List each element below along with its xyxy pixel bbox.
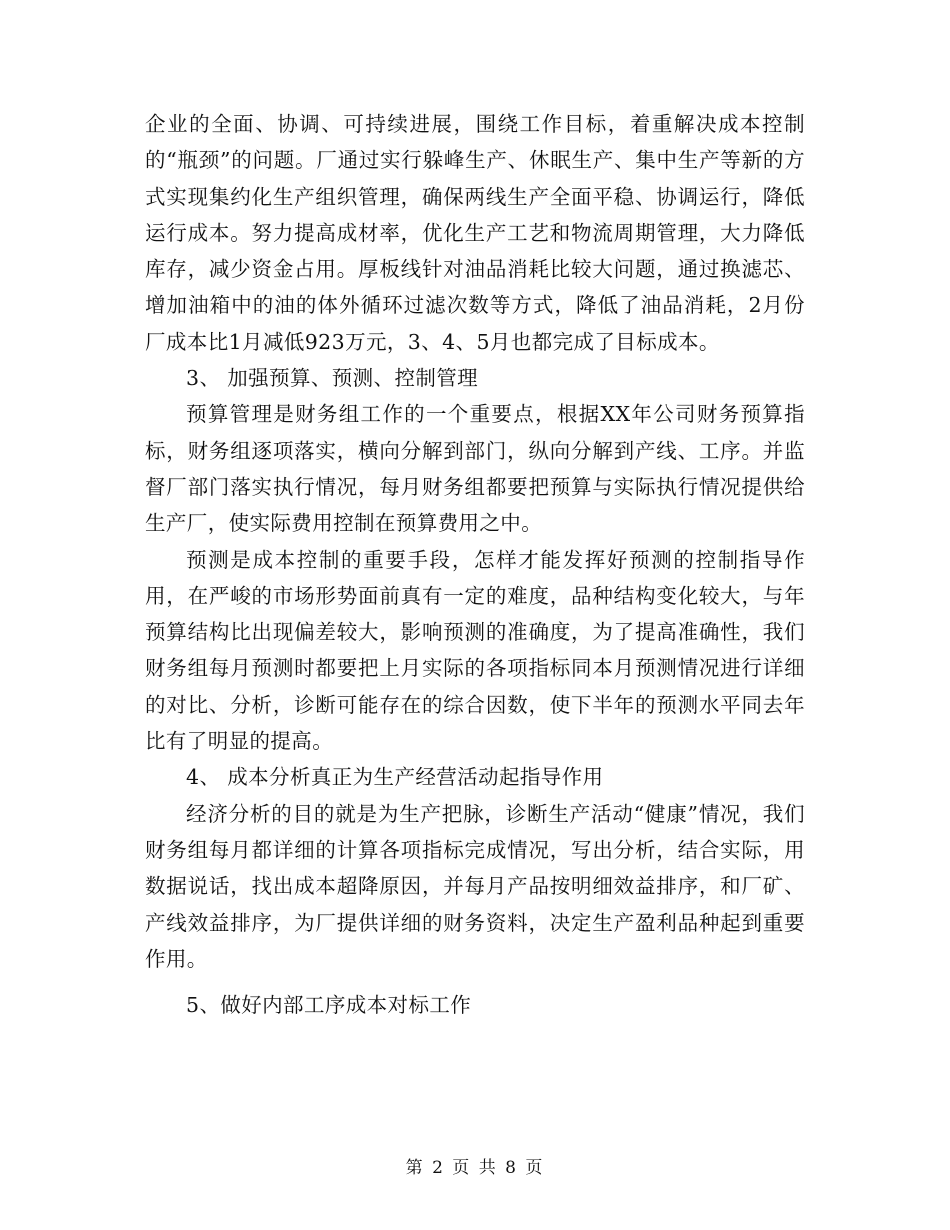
heading-cost-analysis: 4、 成本分析真正为生产经营活动起指导作用 — [186, 765, 604, 790]
paragraph-cost-control: 企业的全面、协调、可持续进展，围绕工作目标，着重解决成本控制的“瓶颈”的问题。厂通过实行躲峰生产、休眠生产、集中生产等新的方式实现集约化生产组织管理，确保两线生产全面平稳、协调运行，降低运行成本。努力提高成材率，优化生产工艺和物流周期管理，大力降低库存，减少资金占用。厚板线针对油品消耗比较大问题，通过换滤芯、增加油箱中的油的体外循环过滤次数等方式，降低了油品消耗，2月份厂成本比1月减低923万元，3、4、5月也都完成了目标成本。 — [145, 112, 805, 354]
paragraph-forecast: 预测是成本控制的重要手段，怎样才能发挥好预测的控制指导作用，在严峻的市场形势面前真有一定的难度，品种结构变化较大，与年预算结构比出现偏差较大，影响预测的准确度，为了提高准确性，我们财务组每月预测时都要把上月实际的各项指标同本月预测情况进行详细的对比、分析，诊断可能存在的综合因数，使下半年的预测水平同去年比有了明显的提高。 — [145, 547, 805, 754]
paragraph-budget-management: 预算管理是财务组工作的一个重要点，根据XX年公司财务预算指标，财务组逐项落实，横向分解到部门，纵向分解到产线、工序。并监督厂部门落实执行情况，每月财务组都要把预算与实际执行情况提供给生产厂，使实际费用控制在预算费用之中。 — [145, 402, 805, 536]
paragraph-economic-analysis: 经济分析的目的就是为生产把脉，诊断生产活动“健康”情况，我们财务组每月都详细的计算各项指标完成情况，写出分析，结合实际，用数据说话，找出成本超降原因，并每月产品按明细效益排序，和厂矿、产线效益排序，为厂提供详细的财务资料，决定生产盈利品种起到重要作用。 — [145, 801, 805, 971]
heading-budget-forecast: 3、 加强预算、预测、控制管理 — [186, 366, 479, 391]
heading-benchmarking: 5、做好内部工序成本对标工作 — [186, 993, 472, 1018]
document-body — [145, 106, 805, 1023]
page-number-footer: 第 2 页 共 8 页 — [405, 1158, 545, 1178]
